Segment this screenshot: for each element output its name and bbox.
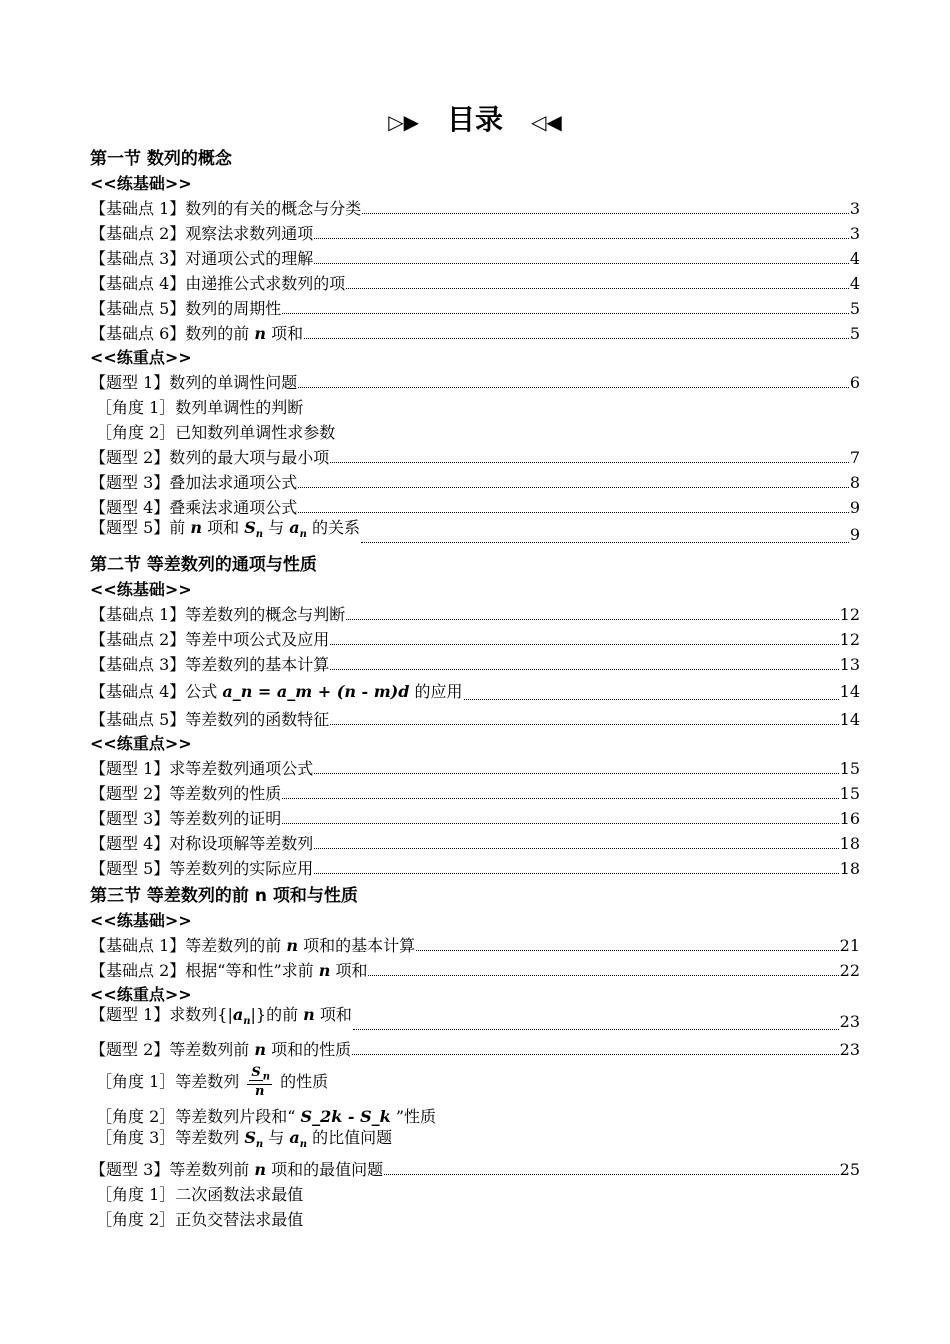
toc-title-text: 目录 — [446, 103, 503, 136]
toc-entry[interactable]: 【基础点 2】观察法求数列通项 3 — [90, 224, 860, 243]
toc-entry[interactable]: 【基础点 1】等差数列的前 n 项和的基本计算 21 — [90, 936, 860, 955]
section-heading: 第一节 数列的概念 — [90, 149, 232, 169]
toc-entry[interactable]: 【题型 1】数列的单调性问题 6 — [90, 373, 860, 392]
toc-entry[interactable]: 【基础点 4】公式 a_n = a_m + (n - m)d 的应用 14 — [90, 682, 860, 701]
toc-entry[interactable]: 【基础点 6】数列的前 n 项和 5 — [90, 324, 860, 343]
toc-title — [0, 98, 950, 138]
toc-entry[interactable]: 【基础点 5】等差数列的函数特征 14 — [90, 710, 860, 729]
toc-subentry[interactable]: ［角度 2］等差数列片段和“ S_2k - S_k ”性质 — [96, 1107, 437, 1126]
base-practice-label: <<练基础>> — [90, 911, 192, 930]
base-practice-label: <<练基础>> — [90, 174, 192, 193]
section-heading: 第二节 等差数列的通项与性质 — [90, 555, 317, 575]
toc-entry[interactable]: 【题型 1】求等差数列通项公式 15 — [90, 759, 860, 778]
key-practice-label: <<练重点>> — [90, 985, 192, 1004]
toc-subentry[interactable]: ［角度 1］二次函数法求最值 — [96, 1185, 304, 1204]
section-heading: 第三节 等差数列的前 n 项和与性质 — [90, 886, 358, 906]
formula: S_2k - S_k — [300, 1107, 391, 1126]
key-practice-label: <<练重点>> — [90, 348, 192, 367]
toc-entry[interactable]: 【基础点 3】等差数列的基本计算 13 — [90, 655, 860, 674]
toc-entry[interactable]: 【基础点 2】等差中项公式及应用 12 — [90, 630, 860, 649]
toc-subentry[interactable]: ［角度 3］等差数列 $S_n$ 与 $a_n$ 的比值问题 — [96, 1127, 393, 1150]
toc-entry[interactable]: 【题型 3】等差数列的证明 16 — [90, 809, 860, 828]
right-arrows-icon: ◁◀ — [531, 110, 562, 134]
fraction-formula: $\frac{S _n}{n}$ — [247, 1066, 272, 1100]
toc-entry[interactable]: 【基础点 1】数列的有关的概念与分类 3 — [90, 199, 860, 218]
toc-subentry[interactable]: ［角度 2］已知数列单调性求参数 — [96, 423, 336, 442]
toc-entry[interactable]: 【基础点 3】对通项公式的理解 4 — [90, 249, 860, 268]
toc-entry[interactable]: 【题型 4】叠乘法求通项公式 9 — [90, 498, 860, 517]
base-practice-label: <<练基础>> — [90, 580, 192, 599]
toc-entry[interactable]: 【基础点 1】等差数列的概念与判断 12 — [90, 605, 860, 624]
toc-entry[interactable]: 【基础点 4】由递推公式求数列的项 4 — [90, 274, 860, 293]
left-arrows-icon: ▷▶ — [388, 110, 419, 134]
toc-entry[interactable]: 【题型 4】对称设项解等差数列 18 — [90, 834, 860, 853]
toc-subentry[interactable]: ［角度 1］数列单调性的判断 — [96, 398, 304, 417]
table-of-contents — [90, 144, 860, 1232]
toc-entry[interactable]: 【题型 5】等差数列的实际应用 18 — [90, 859, 860, 878]
toc-entry[interactable]: 【题型 5】前 n 项和 $S_n$ 与 $a_n$ 的关系 9 — [90, 517, 860, 544]
toc-entry[interactable]: 【基础点 2】根据“等和性”求前 n 项和 22 — [90, 961, 860, 980]
toc-entry[interactable]: 【题型 2】等差数列前 n 项和的性质 23 — [90, 1040, 860, 1059]
toc-subentry[interactable]: ［角度 1］等差数列 $\frac{S _n}{n}$ 的性质 — [96, 1064, 329, 1100]
toc-entry[interactable]: 【基础点 5】数列的周期性 5 — [90, 299, 860, 318]
toc-subentry[interactable]: ［角度 2］正负交替法求最值 — [96, 1210, 304, 1229]
toc-entry[interactable]: 【题型 2】数列的最大项与最小项 7 — [90, 448, 860, 467]
key-practice-label: <<练重点>> — [90, 734, 192, 753]
toc-entry[interactable]: 【题型 1】求数列$\{|a_n|\}$的前 n 项和 23 — [90, 1004, 860, 1031]
toc-entry[interactable]: 【题型 3】等差数列前 n 项和的最值问题 25 — [90, 1160, 860, 1179]
formula: a_n = a_m + (n - m)d — [222, 682, 410, 701]
toc-entry[interactable]: 【题型 2】等差数列的性质 15 — [90, 784, 860, 803]
toc-entry[interactable]: 【题型 3】叠加法求通项公式 8 — [90, 473, 860, 492]
